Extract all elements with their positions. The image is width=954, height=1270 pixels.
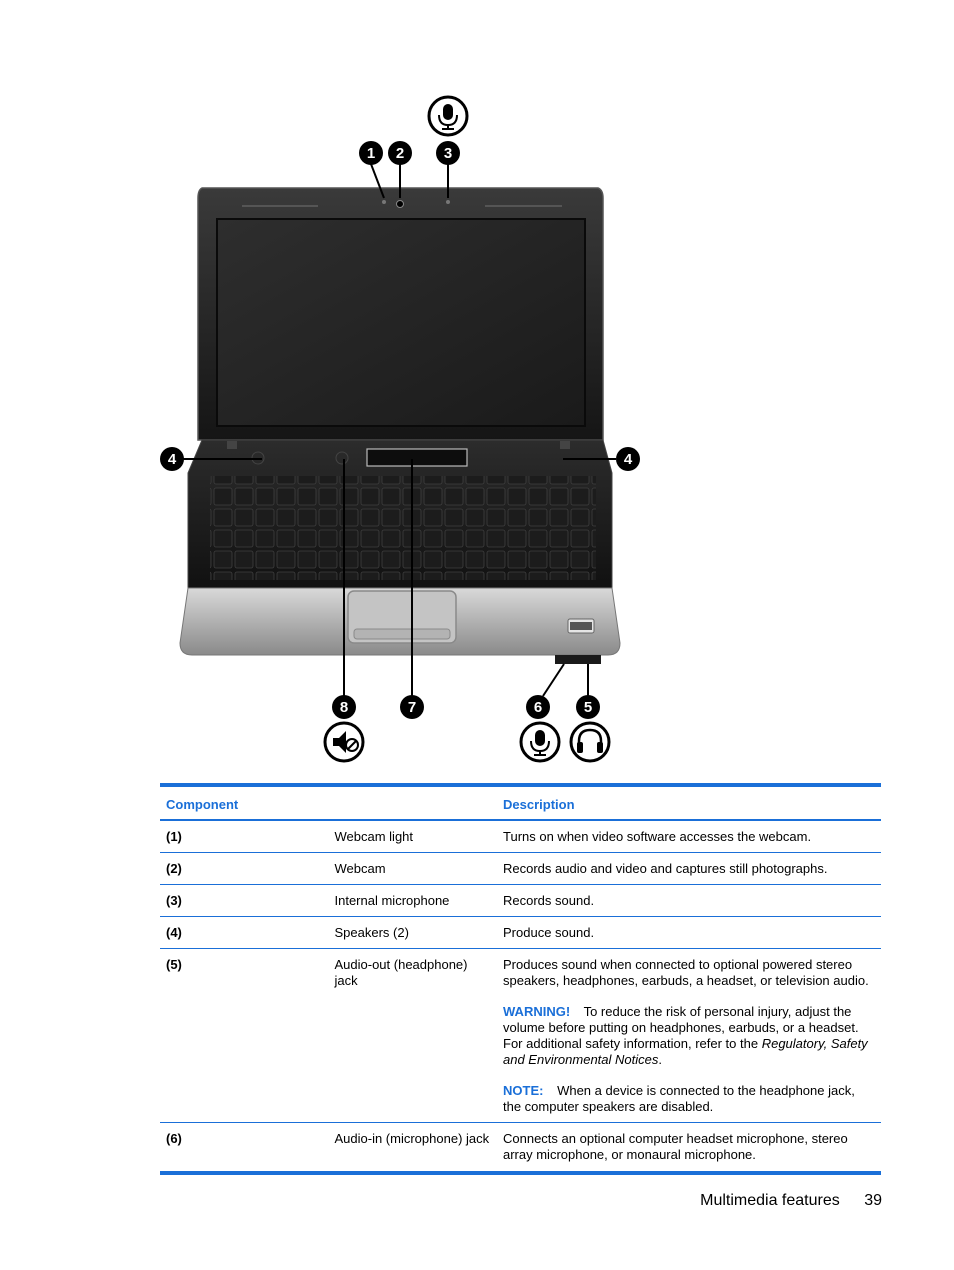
table-row <box>160 1123 881 1174</box>
row-component: Audio-in (microphone) jack <box>329 1123 498 1174</box>
table-row <box>160 917 881 949</box>
callout-2 <box>388 141 412 165</box>
warning-end: . <box>658 1052 662 1067</box>
svg-text:6: 6 <box>533 699 543 716</box>
microphone-dot <box>446 200 450 204</box>
table-header-row <box>160 785 881 820</box>
row-number: (5) <box>160 949 329 1123</box>
callout-7 <box>400 695 424 719</box>
note-text: When a device is connected to the headphone jack, the computer speakers are disabled. <box>503 1083 855 1114</box>
footer-section-title: Multimedia features <box>700 1192 840 1209</box>
warning-block <box>503 1004 875 1068</box>
table-row <box>160 820 881 853</box>
laptop-screen <box>217 219 585 426</box>
svg-text:5: 5 <box>583 699 593 716</box>
webcam-lens <box>397 201 404 208</box>
row-description: Connects an optional computer headset microphone, stereo array microphone, or monaural microphone. <box>497 1123 881 1174</box>
component-table <box>160 783 881 1175</box>
callout-5 <box>576 695 600 719</box>
svg-text:2: 2 <box>395 145 405 162</box>
header-component: Component <box>160 785 497 820</box>
headphone-icon <box>571 723 609 761</box>
row-component: Internal microphone <box>329 885 498 917</box>
table-row <box>160 949 881 1123</box>
audio-jacks <box>555 655 601 664</box>
header-description: Description <box>497 785 881 820</box>
webcam-light-dot <box>382 200 386 204</box>
row-description: Records audio and video and captures still photographs. <box>497 853 881 885</box>
callout-6 <box>526 695 550 719</box>
page-footer <box>700 1192 882 1210</box>
row-description: Produce sound. <box>497 917 881 949</box>
row-number: (2) <box>160 853 329 885</box>
row-number: (4) <box>160 917 329 949</box>
row-component: Audio-out (headphone) jack <box>329 949 498 1123</box>
microphone-jack-icon <box>521 723 559 761</box>
svg-text:4: 4 <box>167 451 177 468</box>
microphone-icon <box>429 97 467 135</box>
row-description: Records sound. <box>497 885 881 917</box>
callout-1 <box>359 141 383 165</box>
row-component: Speakers (2) <box>329 917 498 949</box>
laptop-figure <box>150 88 650 768</box>
page-number: 39 <box>864 1192 882 1209</box>
row-description: Turns on when video software accesses the webcam. <box>497 820 881 853</box>
callout-3 <box>436 141 460 165</box>
callout-4-right <box>616 447 640 471</box>
row-number: (6) <box>160 1123 329 1174</box>
warning-reference: Regulatory, Safety and Environmental Notices <box>503 1036 868 1067</box>
note-label: NOTE: <box>503 1083 544 1098</box>
svg-text:1: 1 <box>366 145 376 162</box>
row-number: (3) <box>160 885 329 917</box>
warning-label: WARNING! <box>503 1004 571 1019</box>
row-component: Webcam light <box>329 820 498 853</box>
note-block <box>503 1083 875 1115</box>
mute-icon <box>325 723 363 761</box>
row-number: (1) <box>160 820 329 853</box>
row-component: Webcam <box>329 853 498 885</box>
warning-text: To reduce the risk of personal injury, adjust the volume before putting on headphones, earbuds, or a headset. For additional safety information, refer to the <box>503 1004 859 1051</box>
svg-text:4: 4 <box>623 451 633 468</box>
svg-text:7: 7 <box>407 699 417 716</box>
svg-text:3: 3 <box>443 145 453 162</box>
row-description: Produces sound when connected to optional powered stereo speakers, headphones, earbuds, a headset, or television audio. <box>503 957 869 988</box>
row-description-compound <box>497 949 881 1123</box>
table-row <box>160 885 881 917</box>
callout-8 <box>332 695 356 719</box>
svg-text:8: 8 <box>339 699 349 716</box>
callout-4-left <box>160 447 184 471</box>
table-row <box>160 853 881 885</box>
